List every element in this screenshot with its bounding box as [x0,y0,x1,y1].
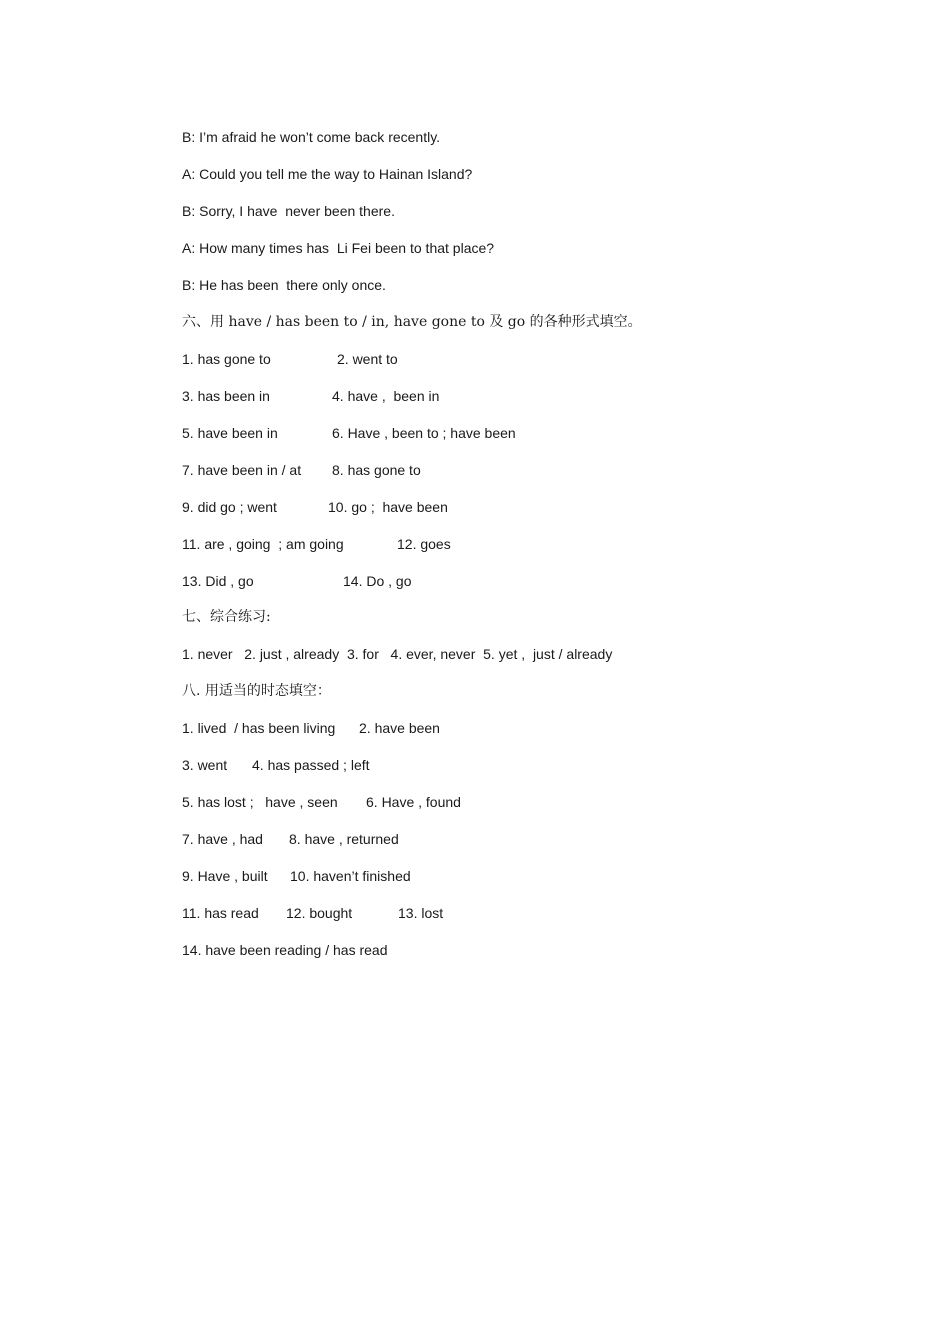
answer-item: 8. has gone to [332,462,421,478]
answer-item: 9. did go ; went [182,499,277,515]
answer-item: 10. haven’t finished [290,868,411,884]
answer-item: 12. goes [397,536,451,552]
answer-item: 5. have been in [182,425,278,441]
answer-item: 3. has been in [182,388,270,404]
answer-item: 7. have been in / at [182,462,302,478]
dialogue-line: A: Could you tell me the way to Hainan Island? [182,166,473,182]
answer-item: 3. went [182,757,228,773]
dialogue-line: A: How many times has Li Fei been to that place? [182,240,495,256]
dialogue-line: B: Sorry, I have never been there. [182,203,395,219]
answer-item: 12. bought [286,905,353,921]
answer-item: 9. Have , built [182,868,268,884]
answer-item: 2. went to [337,351,398,367]
answer-item: 2. have been [359,720,440,736]
section-7-heading: 七、综合练习: [182,609,271,625]
answer-item: 13. Did , go [182,573,254,589]
answer-item: 4. have , been in [332,388,440,404]
answer-item: 8. have , returned [289,831,399,847]
answer-item: 6. Have , found [366,794,461,810]
dialogue-line: B: He has been there only once. [182,277,386,293]
answer-item: 1. lived / has been living [182,720,336,736]
section-7-answers: 1. never 2. just , already 3. for 4. ever, never 5. yet , just / already [182,646,613,662]
section-6-heading: 六、用 have / has been to / in, have gone to 及 go 的各种形式填空。 [182,314,642,330]
answer-item: 11. has read [182,905,259,921]
answer-item: 14. Do , go [343,573,412,589]
answer-item: 1. has gone to [182,351,271,367]
answer-item: 4. has passed ; left [252,757,370,773]
answer-item: 5. has lost ; have , seen [182,794,338,810]
dialogue-line: B: I’m afraid he won’t come back recently. [182,129,441,145]
section-8-heading: 八. 用适当的时态填空： [182,683,331,699]
answer-item: 7. have , had [182,831,263,847]
answer-item: 13. lost [398,905,444,921]
answer-item: 14. have been reading / has read [182,942,388,958]
answer-item: 11. are , going ; am going [182,536,344,552]
answer-item: 10. go ; have been [328,499,448,515]
answer-item: 6. Have , been to ; have been [332,425,516,441]
